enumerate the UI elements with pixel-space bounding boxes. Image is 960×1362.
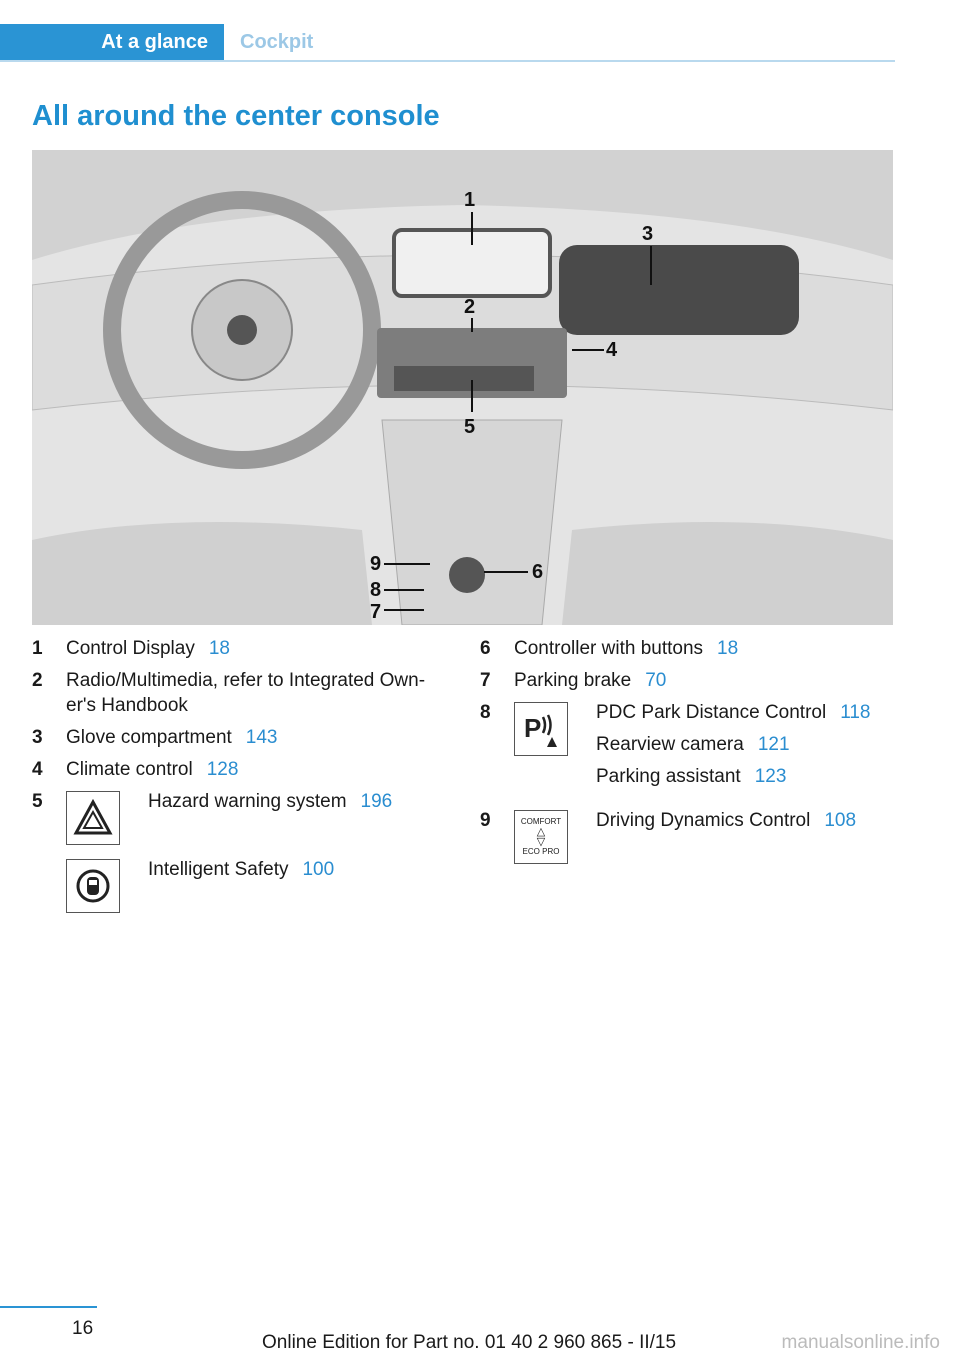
page-ref-link[interactable]: 100 (302, 859, 335, 880)
legend-item-8: 8 P PDC Park Distance Control 118 Rearview camera 121 Parking assistant 123 (480, 702, 871, 787)
page-ref-link[interactable]: 118 (840, 702, 871, 723)
page-ref-link[interactable]: 18 (208, 638, 230, 659)
cockpit-drawing (32, 150, 893, 625)
svg-text:P: P (524, 713, 542, 743)
page-ref-link[interactable]: 108 (824, 810, 857, 831)
hazard-entry: Hazard warning system 196 (66, 789, 452, 845)
footer-divider (0, 1306, 97, 1308)
callout-7: 7 (370, 601, 382, 623)
callout-3: 3 (642, 223, 654, 245)
callout-5: 5 (464, 416, 476, 438)
pdc-icon (514, 702, 568, 756)
callout-8: 8 (370, 579, 382, 601)
callout-2: 2 (464, 296, 476, 318)
legend-right-column (480, 636, 895, 876)
legend-item-2: 2 Radio/Multimedia, refer to Integrated Own-er's Handbook (32, 670, 426, 716)
top-navigation (0, 24, 895, 62)
header-divider (0, 60, 895, 62)
page-title: All around the center console (32, 100, 440, 132)
legend-item-7: 7 Parking brake 70 (480, 670, 667, 691)
page-ref-link[interactable]: 128 (206, 759, 239, 780)
edition-text: Online Edition for Part no. 01 40 2 960 865 - II/15 (262, 1332, 677, 1353)
watermark: manualsonline.info (781, 1332, 940, 1353)
intelligent-safety-icon (66, 859, 120, 913)
page-ref-link[interactable]: 18 (717, 638, 739, 659)
legend-item-5: 5 Hazard warning system 196 Intelligent Safety 100 (32, 789, 452, 913)
legend-item-9: 9 COMFORT △ ▽ ECO PRO Driving Dynamics Control 108 (480, 808, 895, 864)
callout-4: 4 (606, 339, 618, 361)
legend-item-3: 3 Glove compartment 143 (32, 727, 278, 748)
hazard-warning-icon (66, 791, 120, 845)
page-ref-link[interactable]: 196 (360, 791, 393, 812)
driving-dynamics-icon: COMFORT △ ▽ ECO PRO (514, 810, 568, 864)
callout-6: 6 (532, 561, 544, 583)
page-ref-link[interactable]: 123 (754, 766, 787, 787)
legend-item-1: 1 Control Display 18 (32, 638, 230, 659)
page-number: 16 (72, 1318, 94, 1339)
page-ref-link[interactable]: 143 (245, 727, 278, 748)
callout-9: 9 (370, 553, 382, 575)
page-ref-link[interactable]: 70 (645, 670, 667, 691)
intelligent-safety-entry: Intelligent Safety 100 (66, 857, 452, 913)
legend-item-4: 4 Climate control 128 (32, 759, 239, 780)
legend-item-6: 6 Controller with buttons 18 (480, 638, 739, 659)
tab-cockpit[interactable]: Cockpit (240, 30, 314, 53)
callout-1: 1 (464, 189, 476, 211)
legend-left-column (32, 636, 452, 925)
tab-at-a-glance[interactable]: At a glance (0, 24, 224, 60)
center-console-illustration (32, 150, 893, 625)
page-ref-link[interactable]: 121 (757, 734, 790, 755)
